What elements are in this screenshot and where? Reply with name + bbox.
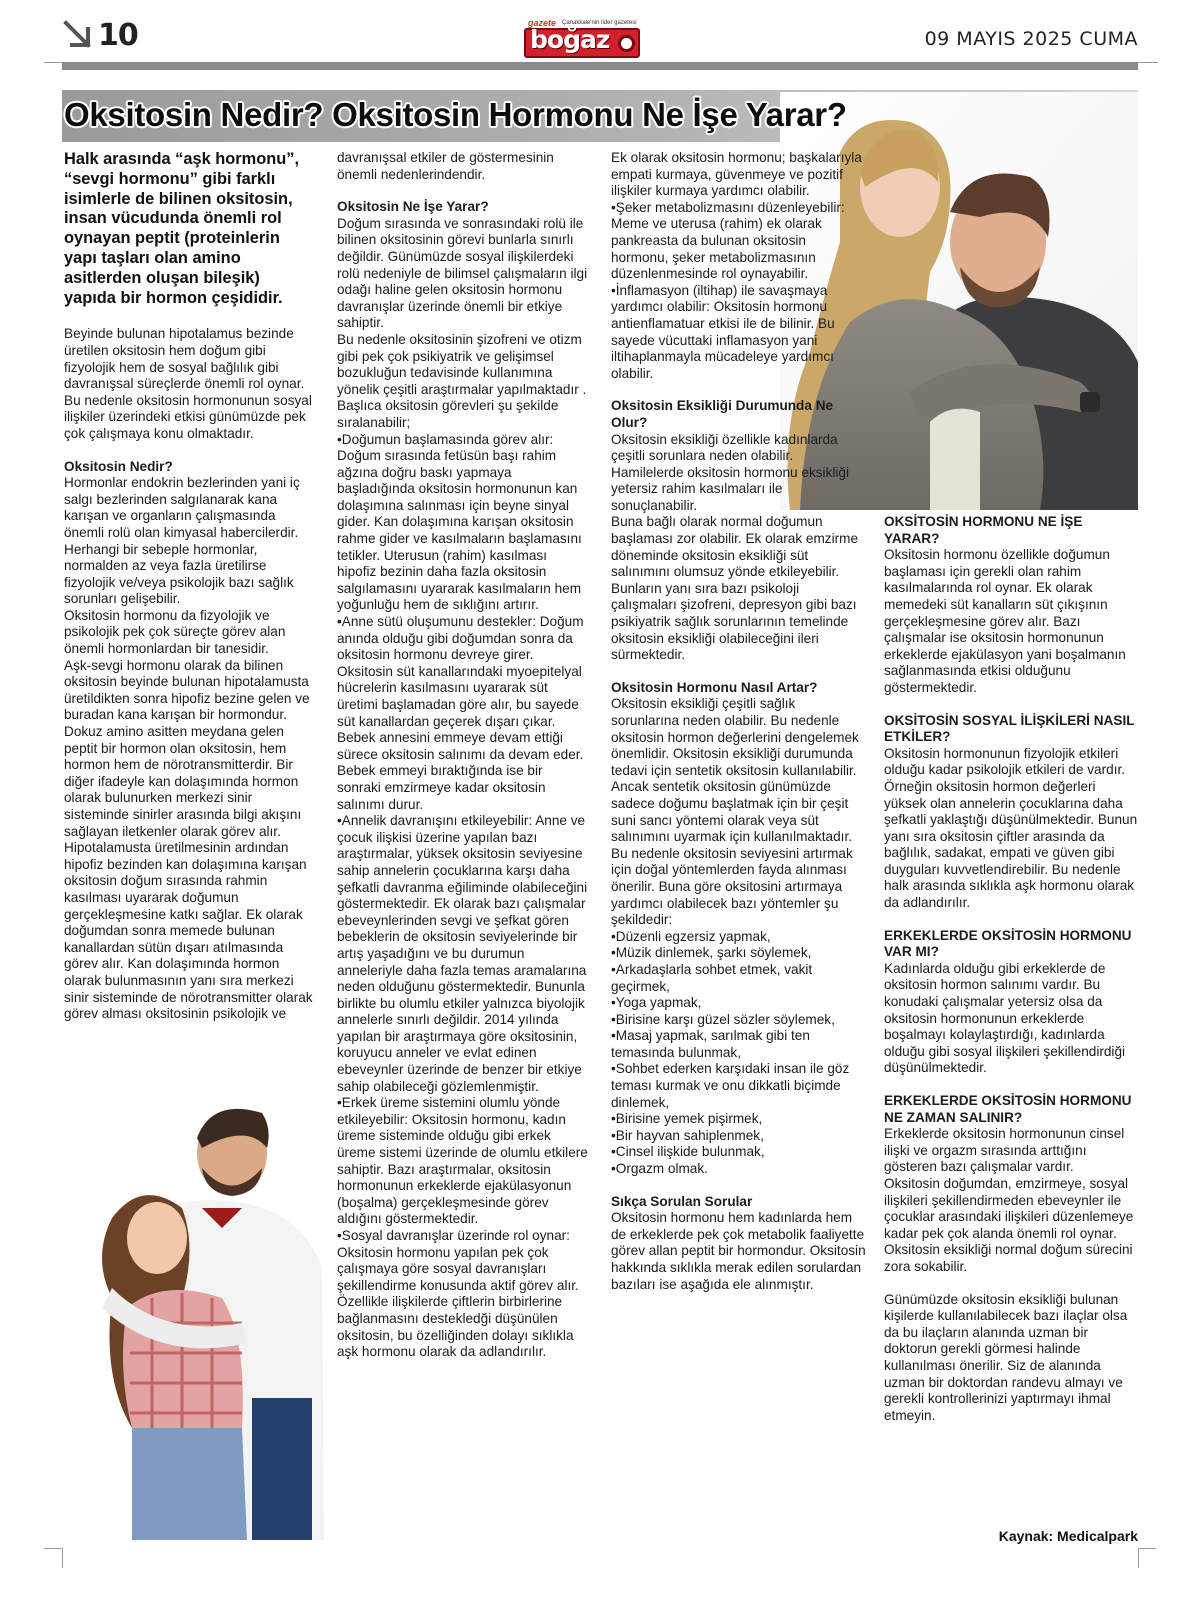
list-item: •Yoga yapmak,: [611, 995, 702, 1011]
header-rule: [62, 62, 1138, 70]
paragraph: Hormonlar endokrin bezlerinden yani iç salgı bezlerinden salgılanarak kana karışan ve organların çalışmasında önemli rolü olan kimyasal habercilerdir. Herhangi bir sebeple hormonlar, normalden az veya fazla üretilirse fizyolojik ve/veya psikolojik bazı sağlık sorunları gelişebilir.: [64, 475, 300, 607]
spacer: [884, 1276, 1138, 1292]
section-heading: Oksitosin Nedir?: [64, 458, 173, 474]
paragraph: Ancak sentetik oksitosin günümüzde sadece doğumu başlatmak için bir çeşit suni sancı yöntemi olarak veya süt salınımını uyarmak için kullanılmaktadır. Bu nedenle oksitosin seviyesini artırmak için doğal yöntemlerden fayda alınması önerilir. Buna göre oksitosini artırmaya yardımcı olabilecek bazı yöntemler şu şekildedir:: [611, 779, 853, 928]
bullet-paragraph: •Doğumun başlamasında görev alır: Doğum sırasında fetüsün başı rahim ağzına doğru baskı yapmaya başladığında oksitosin hormonunun kan dolaşımına salınması için beyne sinyal gider. Kan dolaşımına karışan oksitosin rahme gider ve kasılmaların başlamasını tetikler. Uterusun (rahim) kasılması hipofiz bezinin daha fazla oksitosin salgılamasını uyararak kasılmaların hem yoğunluğu hem de sıklığını artırır.: [337, 431, 582, 613]
spacer: [884, 697, 1138, 713]
page-number-block: [62, 18, 138, 53]
section-heading: ERKEKLERDE OKSİTOSİN HORMONU VAR MI?: [884, 927, 1132, 960]
list-item: •Sohbet ederken karşıdaki insan ile göz teması kurmak ve onu dikkatli biçimde dinlemek,: [611, 1061, 850, 1110]
crop-mark-bottom-left: [44, 1548, 62, 1549]
lead-paragraph: Halk arasında “aşk hormonu”, “sevgi hormonu” gibi farklı isimlerle de bilinen oksitosin, insan vücudunda önemli rol oynayan peptit (proteinlerin yapı taşları olan amino asitlerden oluşan bileşik) yapıda bir hormon çeşididir.: [64, 150, 300, 307]
article-title: Oksitosin Nedir? Oksitosin Hormonu Ne İşe Yarar?: [64, 96, 847, 133]
list-item: •Birisine yemek pişirmek,: [611, 1111, 763, 1127]
section-heading: OKSİTOSİN SOSYAL İLİŞKİLERİ NASIL ETKİLER?: [884, 712, 1135, 745]
logo-name: boğaz: [530, 25, 610, 54]
bullet-paragraph: •Annelik davranışını etkileyebilir: Anne ve çocuk ilişkisi üzerine yapılan bazı araştırmalar, yüksek oksitosin seviyesine sahip annelerin çocuklarına karşı daha şefkatli davranma eğiliminde olabileceğini göstermektedir. Ek olarak bazı çalışmalar ebeveynlerinden sevgi ve şefkat gören bebeklerin de oksitosin seviyelerinde bir artış yaşadığını ve bu durumun anneleriyle daha fazla temas aramalarına neden olduğunu göstermektedir. Bununla birlikte bu olumlu etkiler yalnızca biyolojik annelerle sınırlı değildir. 2014 yılında yapılan bir araştırmaya göre oksitosinin, koruyucu anneler ve evlat edinen ebeveynler üzerinde de benzer bir etkiye sahip olabileceği gözlemlenmiştir.: [337, 813, 588, 1094]
spacer: [64, 443, 316, 459]
list-item: •Bir hayvan sahiplenmek,: [611, 1127, 764, 1143]
bullet-paragraph: •Şeker metabolizmasını düzenleyebilir: Meme ve uterusa (rahim) ek olarak pankreasta da bulunan oksitosin hormonu, şeker metabolizmasının düzenlenmesinde rol oynayabilir.: [611, 199, 845, 282]
list-item: •Masaj yapmak, sarılmak gibi ten temasında bulunmak,: [611, 1028, 810, 1060]
bullet-paragraph: •İnflamasyon (iltihap) ile savaşmaya yardımcı olabilir: Oksitosin hormonu antienflamatuar etkisi ile de bilinir. Bu sayede vücuttaki inflamasyon yani iltihaplanmayla mücadeleye yardımcı olabilir.: [611, 282, 835, 381]
spacer: [611, 1178, 867, 1194]
paragraph: Oksitosin hormonunun fizyolojik etkileri olduğu kadar psikolojik etkileri de vardır. Örneğin oksitosin hormon değerleri yüksek olan annelerin çocuklarına daha şefkatli yaklaştığı düşünülmektedir. Bunun yanı sıra oksitosin çiftler arasında da bağlılık, sadakat, empati ve güven gibi duyguları kuvvetlendirebilir. Bu nedenle halk arasında sıklıkla aşk hormonu olarak da adlandırılır.: [884, 745, 1138, 911]
section-heading: Oksitosin Eksikliği Durumunda Ne Olur?: [611, 398, 834, 430]
paragraph: Bu nedenle oksitosinin şizofreni ve otizm gibi pek çok psikiyatrik ve gelişimsel bozukluğun tedavisinde kullanımına yönelik çeşitli araştırmalar yapılmaktadır . Başlıca oksitosin görevleri şu şekilde sıralanabilir;: [337, 331, 587, 430]
spacer: [337, 183, 589, 199]
paragraph: davranışsal etkiler de göstermesinin önemli nedenlerindendir.: [337, 150, 554, 182]
list-item: •Orgazm olmak.: [611, 1161, 708, 1177]
crop-mark-left: [44, 62, 62, 63]
section-heading: Oksitosin Hormonu Nasıl Artar?: [611, 679, 818, 695]
spacer: [884, 1077, 1138, 1093]
section-heading: ERKEKLERDE OKSİTOSİN HORMONU NE ZAMAN SALINIR?: [884, 1093, 1132, 1125]
spacer: [611, 382, 867, 398]
list-item: •Arkadaşlarla sohbet etmek, vakit geçirmek,: [611, 961, 813, 994]
paragraph: Oksitosin eksikliği çeşitli sağlık sorunlarına neden olabilir. Bu nedenle oksitosin hormon değerlerini dengelemek önemlidir. Oksitosin eksikliği durumunda tedavi için sentetik oksitosin kullanılabilir.: [611, 696, 859, 778]
crop-mark-bottom-right-v: [1138, 1548, 1139, 1568]
paragraph: Oksitosin hormonu da fizyolojik ve psikolojik pek çok süreçte görev alan önemli hormonlardan bir tanesidir.: [64, 607, 286, 657]
paragraph: Doğum sırasında ve sonrasındaki rolü ile bilinen oksitosinin görevi bunlarla sınırlı değildir. Günümüzde sosyal ilişkilerdeki rolü nedeniyle de bilimsel çalışmaların ilgi odağı haline gelen oksitosin hormonu davranışlar üzerinde önemli bir etkiye sahiptir.: [337, 215, 588, 331]
paragraph: Oksitosin hormonu hem kadınlarda hem de erkeklerde pek çok metabolik faaliyette görev allan peptit bir hormondur. Oksitosin hakkında sıklıkla merak edilen sorulardan bazıları ise aşağıda ele alınmıştır.: [611, 1210, 866, 1292]
paragraph: Buna bağlı olarak normal doğumun başlaması zor olabilir. Ek olarak emzirme döneminde oksitosin eksikliği süt salınımını olumsuz yönde etkileyebilir. Bunların yanı sıra bazı psikoloji çalışmaları şizofreni, depresyon gibi bazı psikiyatrik sağlık sorunlarının temelinde oksitosin eksikliği olabileceğini ileri sürmektedir.: [611, 514, 859, 663]
paragraph: Beyinde bulunan hipotalamus bezinde üretilen oksitosin hem doğum gibi fizyolojik hem de sosyal bağlılık gibi davranışsal süreçlerde önemli rol oynar. Bu nedenle oksitosin hormonunun sosyal ilişkiler üzerindeki etkisi günümüzde pek çok çalışmaya konu olmaktadır.: [64, 326, 312, 441]
list-item: •Birisine karşı güzel sözler söylemek,: [611, 1011, 835, 1027]
article-column-4: [884, 514, 1138, 1424]
paragraph: Oksitosin hormonu özellikle doğumun başlaması için gerekli olan rahim kasılmalarında rol oynar. Ek olarak memedeki süt kanalların süt çıkışının gerçekleşmesine görev alır. Bazı çalışmalar ise oksitosin hormonunun erkeklerde ejakülasyon yani boşalmanın sağlanmasında etkisi olduğunu göstermektedir.: [884, 547, 1126, 695]
paragraph: Ek olarak oksitosin hormonu; başkalarıyla empati kurmaya, güvenmeye ve pozitif ilişkiler kurmaya yardımcı olabilir.: [611, 150, 862, 199]
logo-tag: gazete: [528, 18, 557, 28]
paragraph: Oksitosin doğumdan, emzirmeye, sosyal ilişkileri şekillendirmeden ebeveynler ile çocuklar arasındaki ilişkileri düzenlemeye kadar pek çok alanda önemli rol oynar. Oksitosin eksikliği normal doğum sürecini zora sokabilir.: [884, 1175, 1134, 1274]
paragraph: Oksitosin eksikliği özellikle kadınlarda çeşitli sorunlara neden olabilir. Hamilelerde oksitosin hormonu eksikliği yetersiz rahim kasılmaları ile sonuçlanabilir.: [611, 431, 849, 513]
page-number: 10: [98, 18, 138, 53]
article-column-1: [64, 150, 316, 1023]
bullet-paragraph: •Erkek üreme sistemini olumlu yönde etkileyebilir: Oksitosin hormonu, kadın üreme sisteminde olduğu gibi erkek üreme sistemi üzerinde de olumlu etkilere sahiptir. Bazı araştırmalar, oksitosin hormonunun erkeklerde ejakülasyonun (boşalma) gerçekleşmesinde görev aldığını göstermektedir.: [337, 1095, 588, 1227]
bullet-paragraph: •Sosyal davranışlar üzerinde rol oynar: Oksitosin hormonu yapılan pek çok çalışmaya göre sosyal davranışları şekillendirme konusunda aktif görev alır. Özellikle ilişkilerde çiftlerin birbirlerine bağlanmasını destekledği düşünülen oksitosin, bu özelliğinden dolayı sıklıkla aşk hormonu olarak da adlandırılır.: [337, 1228, 579, 1360]
paragraph: Günümüzde oksitosin eksikliği bulunan kişilerde kullanılabilecek bazı ilaçlar olsa da bu ilaçların alanında uzman bir doktorun gerekli görmesi halinde kullanılması önerilir. Siz de alanında uzman bir doktordan randevu almayı ve gerekli kontrollerinizi yaptırmayı ihmal etmeyin.: [884, 1291, 1128, 1423]
spacer: [611, 664, 867, 680]
list-item: •Cinsel ilişkide bulunmak,: [611, 1144, 765, 1160]
paragraph: Hipotalamusta üretilmesinin ardından hipofiz bezinden kan dolaşımına karışan oksitosin doğum sırasında rahmin kasılması uyararak doğumun gerçekleşmesine katkı sağlar. Ek olarak doğumdan sonra memede bulunan kanallardan sütün dışarı atılmasında görev alır. Kan dolaşımında hormon olarak bulunmasının yanı sıra merkezi sinir sisteminde de nörotransmitter olarak görev alması oksitosinin psikolojik ve: [64, 840, 313, 1022]
article-column-2: [337, 150, 589, 1361]
couple-embracing-photo: [72, 1098, 324, 1540]
logo-emblem-icon: [618, 35, 635, 52]
crop-mark-bottom-left-v: [62, 1548, 63, 1568]
crop-mark-right: [1138, 62, 1158, 63]
paragraph: Erkeklerde oksitosin hormonunun cinsel ilişki ve orgazm sırasında arttığını gösteren bazı çalışmalar vardır.: [884, 1126, 1125, 1175]
issue-date: 09 MAYIS 2025 CUMA: [924, 28, 1138, 50]
article-source: Kaynak: Medicalpark: [998, 1528, 1138, 1544]
arrow-down-right-icon: [62, 19, 96, 53]
section-heading: Oksitosin Ne İşe Yarar?: [337, 199, 489, 215]
paragraph: Aşk-sevgi hormonu olarak da bilinen oksitosin beyinde bulunan hipotalamusta üretildikten sonra hipofiz bezine gelen ve buradan kana karışan bir hormondur.: [64, 657, 310, 723]
newspaper-logo: [524, 18, 640, 60]
bullet-paragraph: •Anne sütü oluşumunu destekler: Doğum anında olduğu gibi doğumdan sonra da oksitosin hormonu devreye girer. Oksitosin süt kanallarındaki myoepitelyal hücrelerin kasılmasını uyararak süt üretimi başlamadan göre alır, bu sayede süt kanallardan geçerek dışarı çıkar. Bebek annesini emmeye devam ettiği sürece oksitosin salınımı da devam eder. Bebek emmeyi bıraktığında ise bir sonraki emzirmeye kadar oksitosin salınımı durur.: [337, 614, 584, 812]
section-heading: OKSİTOSİN HORMONU NE İŞE YARAR?: [884, 514, 1083, 546]
section-heading: Sıkça Sorulan Sorular: [611, 1193, 753, 1209]
crop-mark-bottom-right: [1138, 1548, 1156, 1549]
paragraph: Kadınlarda olduğu gibi erkeklerde de oksitosin hormon salınımı vardır. Bu konudaki çalışmalar yetersiz olsa da oksitosin hormonunun erkeklerde boşalmayı kolaylaştırdığı, kadınlarda olduğu gibi sosyal ilişkileri şekillendirdiği düşünülmektedir.: [884, 960, 1126, 1076]
list-item: •Düzenli egzersiz yapmak,: [611, 928, 771, 944]
paragraph: Dokuz amino asitten meydana gelen peptit bir hormon olan oksitosin, hem hormon hem de nörotransmitterdir. Bir diğer ifadeyle kan dolaşımında hormon olarak bulunurken merkezi sinir sisteminde sinirler arasında bilgi akışını sağlayan iletkenler olarak görev alır.: [64, 724, 302, 839]
spacer: [884, 912, 1138, 928]
logo-slogan: Çanakkale'nin lider gazetesi: [562, 20, 637, 26]
article-column-3: [611, 150, 867, 1293]
list-item: •Müzik dinlemek, şarkı söylemek,: [611, 945, 812, 961]
